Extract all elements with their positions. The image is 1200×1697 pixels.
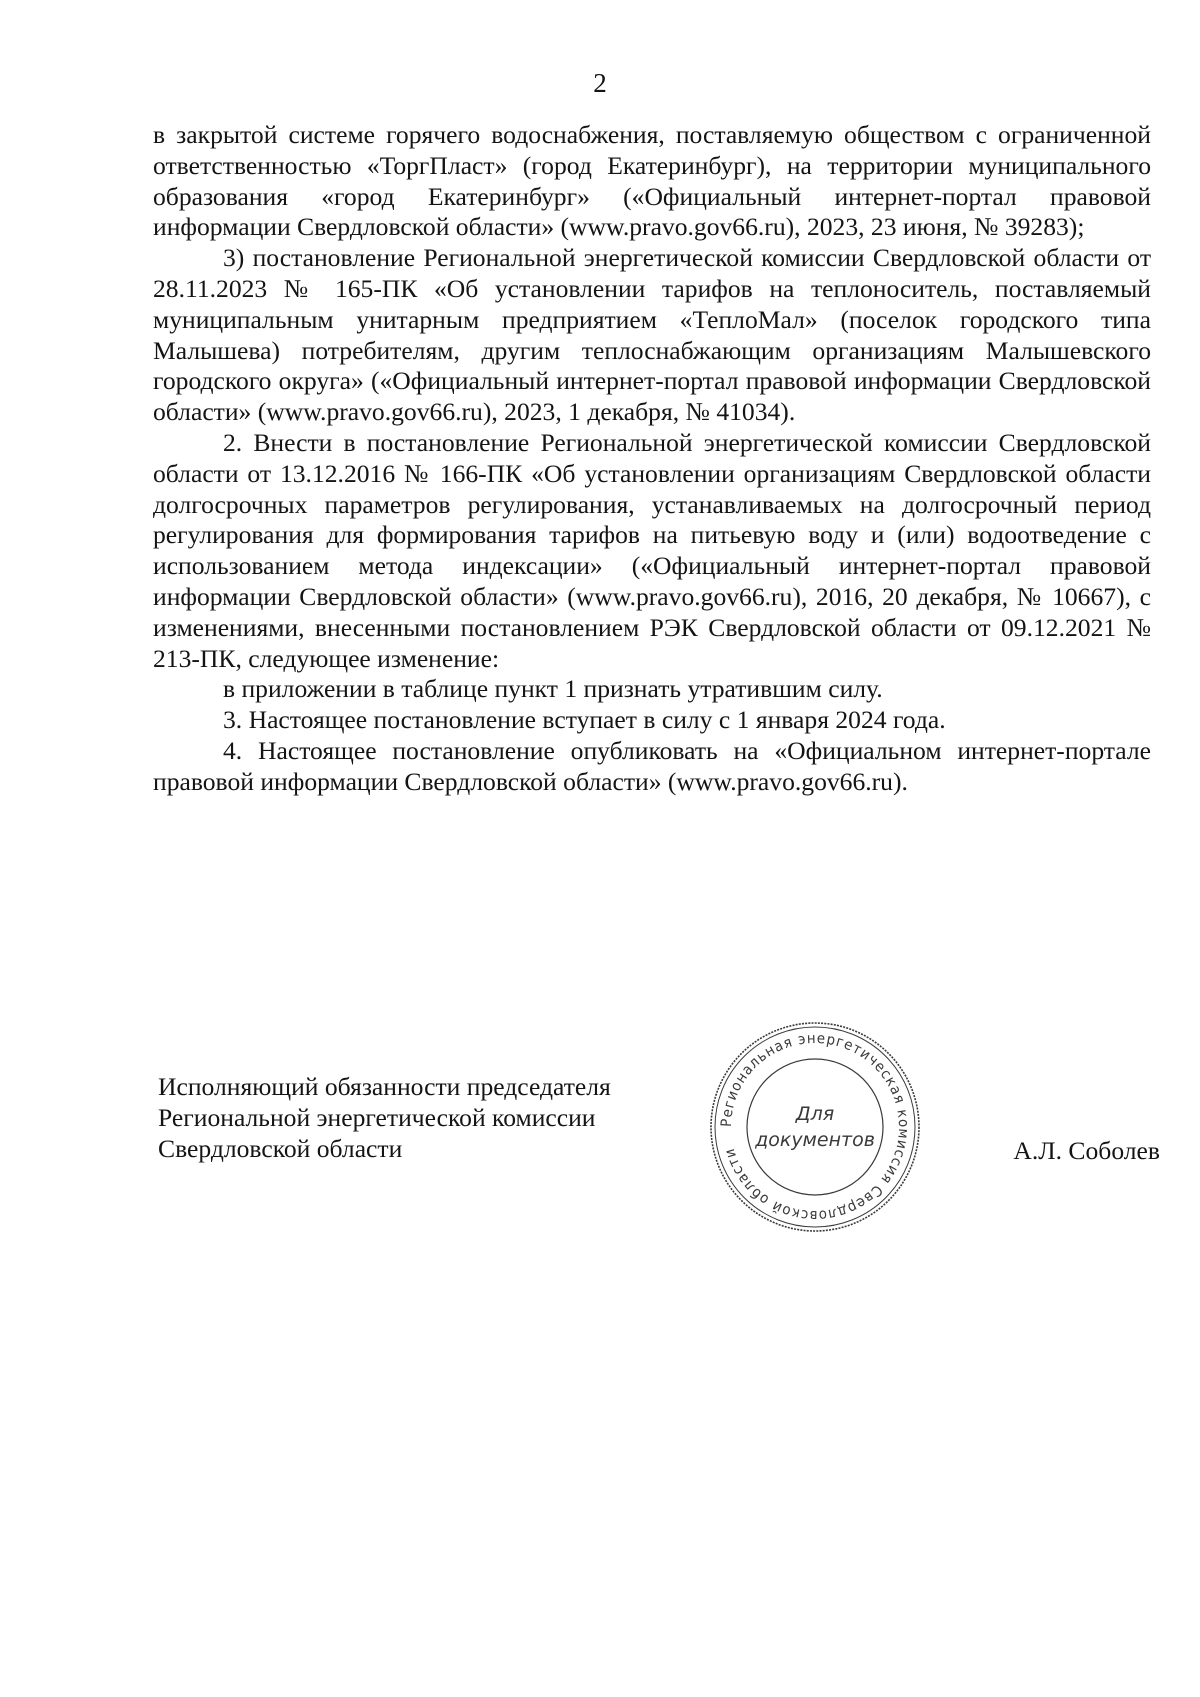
page-number: 2	[593, 68, 607, 98]
svg-text:Региональная энергетическая ко	[719, 1031, 911, 1223]
signatory-position	[158, 1071, 718, 1164]
paragraph-item-3: 3) постановление Региональной энергетической комиссии Свердловской области от 28.11.2023 № 165-ПК «Об установлении тарифов на теплоноситель, поставляемый муниципальным унитарным предприятием «ТеплоМал» (поселок городского типа Малышева) потребителям, другим теплоснабжающим организациям Малышевского городского округа» («Официальный интернет-портал правовой информации Свердловской области» (www.pravo.gov66.ru), 2023, 1 декабря, № 41034).	[153, 243, 1151, 427]
stamp-center-line-2: документов	[755, 1129, 875, 1151]
signatory-position-line: Исполняющий обязанности председателя	[158, 1072, 611, 1101]
stamp-seal-icon	[708, 1020, 922, 1234]
paragraph-continuation: в закрытой системе горячего водоснабжения, поставляемую обществом с ограниченной ответственностью «ТоргПласт» (город Екатеринбург), на территории муниципального образования «город Екатеринбург» («Официальный интернет-портал правовой информации Свердловской области» (www.pravo.gov66.ru), 2023, 23 июня, № 39283);	[153, 120, 1151, 242]
paragraph-section-4: 4. Настоящее постановление опубликовать на «Официальном интернет-портале правовой информации Свердловской области» (www.pravo.gov66.ru).	[153, 735, 1151, 796]
stamp-center-line-1: Для	[795, 1103, 835, 1125]
paragraph-amendment: в приложении в таблице пункт 1 признать утратившим силу.	[223, 674, 883, 704]
document-body	[153, 120, 1151, 798]
paragraph-section-3: 3. Настоящее постановление вступает в силу с 1 января 2024 года.	[223, 705, 946, 735]
stamp-outer-text: Региональная энергетическая комиссия Свердловской области	[718, 1030, 912, 1224]
signatory-name: А.Л. Соболев	[1013, 1136, 1160, 1165]
official-stamp	[708, 1020, 922, 1234]
signatory-position-line: Региональной энергетической комиссии	[158, 1103, 596, 1132]
signatory-position-line: Свердловской области	[158, 1134, 403, 1163]
paragraph-section-2: 2. Внести в постановление Региональной энергетической комиссии Свердловской области от 13.12.2016 № 166-ПК «Об установлении организациям Свердловской области долгосрочных параметров регулирования, устанавливаемых на долгосрочный период регулирования для формирования тарифов на питьевую воду и (или) водоотведение с использованием метода индексации» («Официальный интернет-портал правовой информации Свердловской области» (www.pravo.gov66.ru), 2016, 20 декабря, № 10667), с изменениями, внесенными постановлением РЭК Свердловской области от 09.12.2021 № 213-ПК, следующее изменение:	[153, 427, 1151, 673]
